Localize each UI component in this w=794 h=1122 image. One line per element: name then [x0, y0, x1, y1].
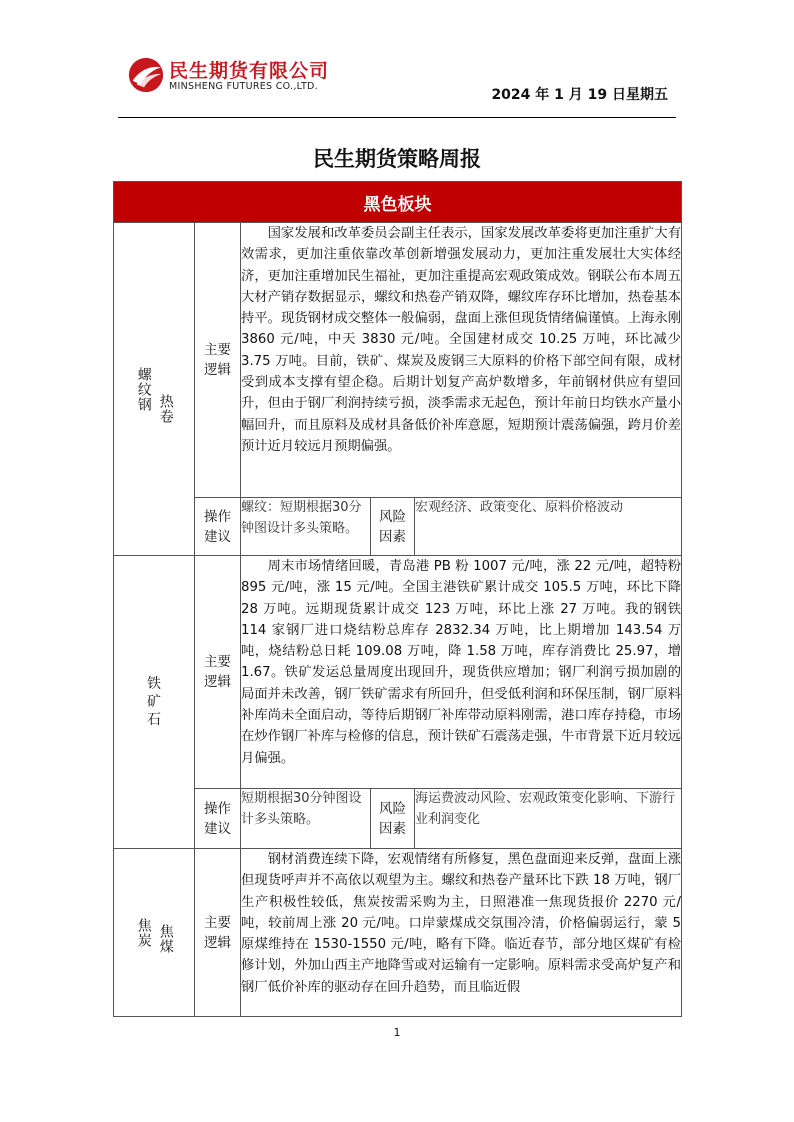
minsheng-logo-icon [127, 56, 165, 94]
company-logo [127, 56, 367, 100]
table-row [114, 556, 682, 789]
product-name-a: 热卷 [157, 394, 174, 424]
table-row [114, 498, 682, 556]
risk-text: 宏观经济、政策变化、原料价格波动 [415, 498, 682, 556]
operation-text: 短期根据30分钟图设计多头策略。 [241, 789, 371, 849]
operation-label: 操作建议 [195, 789, 241, 849]
logic-label: 主要逻辑 [195, 223, 241, 498]
product-name-b: 螺纹钢 [135, 366, 152, 412]
logic-text: 国家发展和改革委员会副主任表示，国家发展改革委将更加注重扩大有效需求，更加注重依靠改革创新增强发展动力，更加注重发展壮大实体经济，更加注重增加民生福祉，更加注重提高宏观政策成效。钢联公布本周五大材产销存数据显示，螺纹和热卷产销双降，螺纹库存环比增加，热卷基本持平。现货钢材成交整体一般偏弱，盘面上涨但现货情绪偏谨慎。上海永刚 3860 元/吨，中天 3830 元/吨。全国建材成交 10.25 万吨，环比减少 3.75 万吨。目前，铁矿、煤炭及废钢三大原料的价格下部空间有限，成材受到成本支撑有望企稳。后期计划复产高炉数增多，年前钢材供应有望回升，但由于钢厂利润持续亏损，淡季需求无起色，预计年前日均铁水产量小幅回升，而且原料及成材具备低价补库意愿，短期预计震荡偏强，跨月价差预计近月较远月预期偏强。 [241, 223, 682, 498]
product-name: 铁矿石 [114, 556, 195, 849]
risk-label: 风险因素 [371, 498, 415, 556]
product-name [114, 849, 195, 1017]
header-divider [118, 117, 676, 118]
risk-text: 海运费波动风险、宏观政策变化影响、下游行业利润变化 [415, 789, 682, 849]
operation-label: 操作建议 [195, 498, 241, 556]
strategy-table [113, 181, 682, 1017]
risk-label: 风险因素 [371, 789, 415, 849]
logic-text: 钢材消费连续下降，宏观情绪有所修复，黑色盘面迎来反弹，盘面上涨但现货呼声并不高依以观望为主。螺纹和热卷产量环比下跌 18 万吨，钢厂生产积极性较低，焦炭按需采购为主，日照港准一焦现货报价 2270 元/吨，较前周上涨 20 元/吨。口岸蒙煤成交氛围冷清，价格偏弱运行，蒙 5 原煤维持在 1530-1550 元/吨，略有下降。临近春节，部分地区煤矿有检修计划，外加山西主产地降雪或对运输有一定影响。原料需求受高炉复产和钢厂低价补库的驱动存在回升趋势，而且临近假 [241, 849, 682, 1017]
table-row [114, 789, 682, 849]
company-name-cn: 民生期货有限公司 [169, 60, 330, 82]
page-title: 民生期货策略周报 [313, 147, 481, 171]
product-name [114, 223, 195, 556]
product-name-a: 焦煤 [157, 923, 174, 954]
table-row [114, 223, 682, 498]
report-date: 2024 年 1 月 19 日星期五 [491, 87, 668, 103]
table-row [114, 849, 682, 1017]
logic-text: 周末市场情绪回暖，青岛港 PB 粉 1007 元/吨，涨 22 元/吨，超特粉 895 元/吨，涨 15 元/吨。全国主港铁矿累计成交 105.5 万吨，环比下降 28 万吨。远期现货累计成交 123 万吨，环比上涨 27 万吨。我的钢铁 114 家钢厂进口烧结粉总库存 2832.34 万吨，比上期增加 143.54 万吨，烧结粉总日耗 109.08 万吨，降 1.58 万吨，库存消费比 25.97，增 1.67。铁矿发运总量周度出现回升，现货供应增加；钢厂利润亏损加剧的局面并未改善，钢厂铁矿需求有所回升，但受低利润和环保压制，钢厂原料补库尚未全面启动，等待后期钢厂补库带动原料刚需，港口库存持稳，市场在炒作钢厂补库与检修的信息，预计铁矿石震荡走强，牛市背景下近月较远月偏强。 [241, 556, 682, 789]
logic-label: 主要逻辑 [195, 556, 241, 789]
company-name-en: MINSHENG FUTURES CO.,LTD. [169, 81, 318, 92]
operation-text: 螺纹：短期根据30分钟图设计多头策略。 [241, 498, 371, 556]
section-header: 黑色板块 [114, 182, 682, 223]
logic-label: 主要逻辑 [195, 849, 241, 1017]
page-number: 1 [393, 1026, 401, 1039]
product-name-b: 焦炭 [135, 917, 152, 948]
